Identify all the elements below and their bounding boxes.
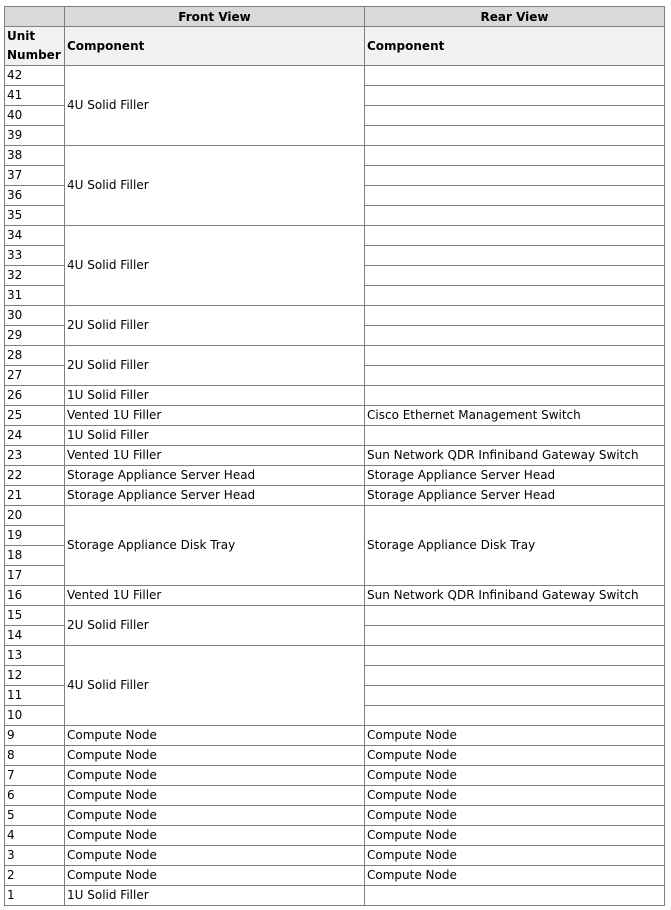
rear-component-cell [365,326,665,346]
front-component-cell: Compute Node [65,806,365,826]
rack-unit-row [5,386,665,406]
rack-unit-row [5,66,665,86]
front-component-cell: Compute Node [65,846,365,866]
front-component-cell: 4U Solid Filler [65,646,365,726]
column-header-row [5,27,665,66]
unit-number-cell: 5 [5,806,65,826]
front-component-cell: Compute Node [65,766,365,786]
rack-unit-row [5,306,665,326]
rear-component-cell [365,706,665,726]
rear-component-cell: Storage Appliance Server Head [365,486,665,506]
unit-number-cell: 39 [5,126,65,146]
front-component-cell: Compute Node [65,726,365,746]
rear-component-cell: Compute Node [365,786,665,806]
rear-component-cell [365,626,665,646]
rack-unit-row [5,506,665,526]
rear-component-cell: Storage Appliance Server Head [365,466,665,486]
rack-unit-row [5,226,665,246]
unit-number-cell: 17 [5,566,65,586]
rack-layout-table [4,6,665,906]
unit-number-cell: 29 [5,326,65,346]
front-component-cell: Vented 1U Filler [65,586,365,606]
unit-number-cell: 37 [5,166,65,186]
unit-number-cell: 26 [5,386,65,406]
rear-component-cell [365,686,665,706]
rack-unit-row [5,826,665,846]
unit-number-cell: 8 [5,746,65,766]
unit-number-cell: 27 [5,366,65,386]
front-component-cell: Vented 1U Filler [65,446,365,466]
rack-unit-row [5,606,665,626]
front-component-cell: 1U Solid Filler [65,386,365,406]
rear-component-cell: Compute Node [365,746,665,766]
rear-component-cell: Sun Network QDR Infiniband Gateway Switch [365,446,665,466]
front-component-cell: Compute Node [65,786,365,806]
rack-unit-row [5,426,665,446]
front-component-cell: 1U Solid Filler [65,426,365,446]
unit-number-cell: 14 [5,626,65,646]
rear-component-cell [365,126,665,146]
unit-number-cell: 33 [5,246,65,266]
front-component-cell: Storage Appliance Server Head [65,466,365,486]
rear-component-cell: Storage Appliance Disk Tray [365,506,665,586]
unit-number-cell: 19 [5,526,65,546]
unit-number-cell: 7 [5,766,65,786]
view-header-row [5,7,665,27]
unit-number-cell: 42 [5,66,65,86]
unit-number-cell: 16 [5,586,65,606]
unit-number-cell: 35 [5,206,65,226]
front-component-header: Component [65,27,365,66]
rack-unit-row [5,446,665,466]
unit-number-cell: 9 [5,726,65,746]
rack-unit-row [5,466,665,486]
rear-view-header: Rear View [365,7,665,27]
front-component-cell: Compute Node [65,826,365,846]
front-component-cell: Storage Appliance Server Head [65,486,365,506]
rear-component-cell [365,346,665,366]
unit-number-cell: 24 [5,426,65,446]
unit-number-cell: 3 [5,846,65,866]
unit-number-cell: 30 [5,306,65,326]
front-view-header: Front View [65,7,365,27]
rear-component-cell: Cisco Ethernet Management Switch [365,406,665,426]
rear-component-cell [365,386,665,406]
rack-unit-row [5,806,665,826]
rear-component-cell [365,666,665,686]
unit-number-cell: 38 [5,146,65,166]
unit-number-cell: 21 [5,486,65,506]
unit-number-cell: 13 [5,646,65,666]
rear-component-cell [365,266,665,286]
front-component-cell: 4U Solid Filler [65,226,365,306]
rear-component-cell: Sun Network QDR Infiniband Gateway Switch [365,586,665,606]
rack-unit-row [5,886,665,906]
unit-number-cell: 34 [5,226,65,246]
unit-number-cell: 2 [5,866,65,886]
unit-number-cell: 10 [5,706,65,726]
rear-component-cell [365,166,665,186]
unit-number-cell: 11 [5,686,65,706]
rear-component-cell [365,66,665,86]
rear-component-cell [365,226,665,246]
unit-number-cell: 15 [5,606,65,626]
front-component-cell: 2U Solid Filler [65,346,365,386]
front-component-cell: 2U Solid Filler [65,306,365,346]
rack-unit-row [5,766,665,786]
rear-component-cell [365,426,665,446]
rack-unit-row [5,646,665,666]
rack-unit-row [5,146,665,166]
rack-unit-row [5,746,665,766]
unit-number-cell: 40 [5,106,65,126]
rear-component-cell [365,206,665,226]
rack-unit-row [5,866,665,886]
unit-number-cell: 6 [5,786,65,806]
unit-number-cell: 22 [5,466,65,486]
rear-component-cell: Compute Node [365,766,665,786]
rack-unit-row [5,846,665,866]
corner-cell [5,7,65,27]
front-component-cell: Storage Appliance Disk Tray [65,506,365,586]
rear-component-cell: Compute Node [365,806,665,826]
front-component-cell: Compute Node [65,746,365,766]
rack-unit-row [5,346,665,366]
rear-component-cell [365,106,665,126]
front-component-cell: 2U Solid Filler [65,606,365,646]
front-component-cell: Vented 1U Filler [65,406,365,426]
unit-number-cell: 31 [5,286,65,306]
rear-component-cell [365,646,665,666]
unit-number-cell: 36 [5,186,65,206]
rear-component-cell [365,366,665,386]
rear-component-cell [365,886,665,906]
rear-component-cell [365,146,665,166]
rack-unit-row [5,406,665,426]
rack-unit-row [5,486,665,506]
front-component-cell: 4U Solid Filler [65,66,365,146]
unit-number-cell: 18 [5,546,65,566]
unit-number-cell: 4 [5,826,65,846]
unit-number-cell: 28 [5,346,65,366]
rear-component-cell: Compute Node [365,866,665,886]
rear-component-cell [365,306,665,326]
front-component-cell: 4U Solid Filler [65,146,365,226]
rear-component-cell: Compute Node [365,846,665,866]
front-component-cell: 1U Solid Filler [65,886,365,906]
unit-number-header: Unit Number [5,27,65,66]
rear-component-cell [365,86,665,106]
rear-component-cell: Compute Node [365,826,665,846]
rear-component-cell [365,286,665,306]
rear-component-cell [365,246,665,266]
rear-component-header: Component [365,27,665,66]
rear-component-cell [365,186,665,206]
unit-number-cell: 41 [5,86,65,106]
unit-number-cell: 1 [5,886,65,906]
rack-unit-row [5,726,665,746]
unit-number-cell: 23 [5,446,65,466]
rack-body [5,66,665,906]
rack-unit-row [5,586,665,606]
unit-number-cell: 12 [5,666,65,686]
front-component-cell: Compute Node [65,866,365,886]
unit-number-cell: 25 [5,406,65,426]
unit-number-cell: 32 [5,266,65,286]
unit-number-cell: 20 [5,506,65,526]
rack-unit-row [5,786,665,806]
rear-component-cell [365,606,665,626]
rear-component-cell: Compute Node [365,726,665,746]
